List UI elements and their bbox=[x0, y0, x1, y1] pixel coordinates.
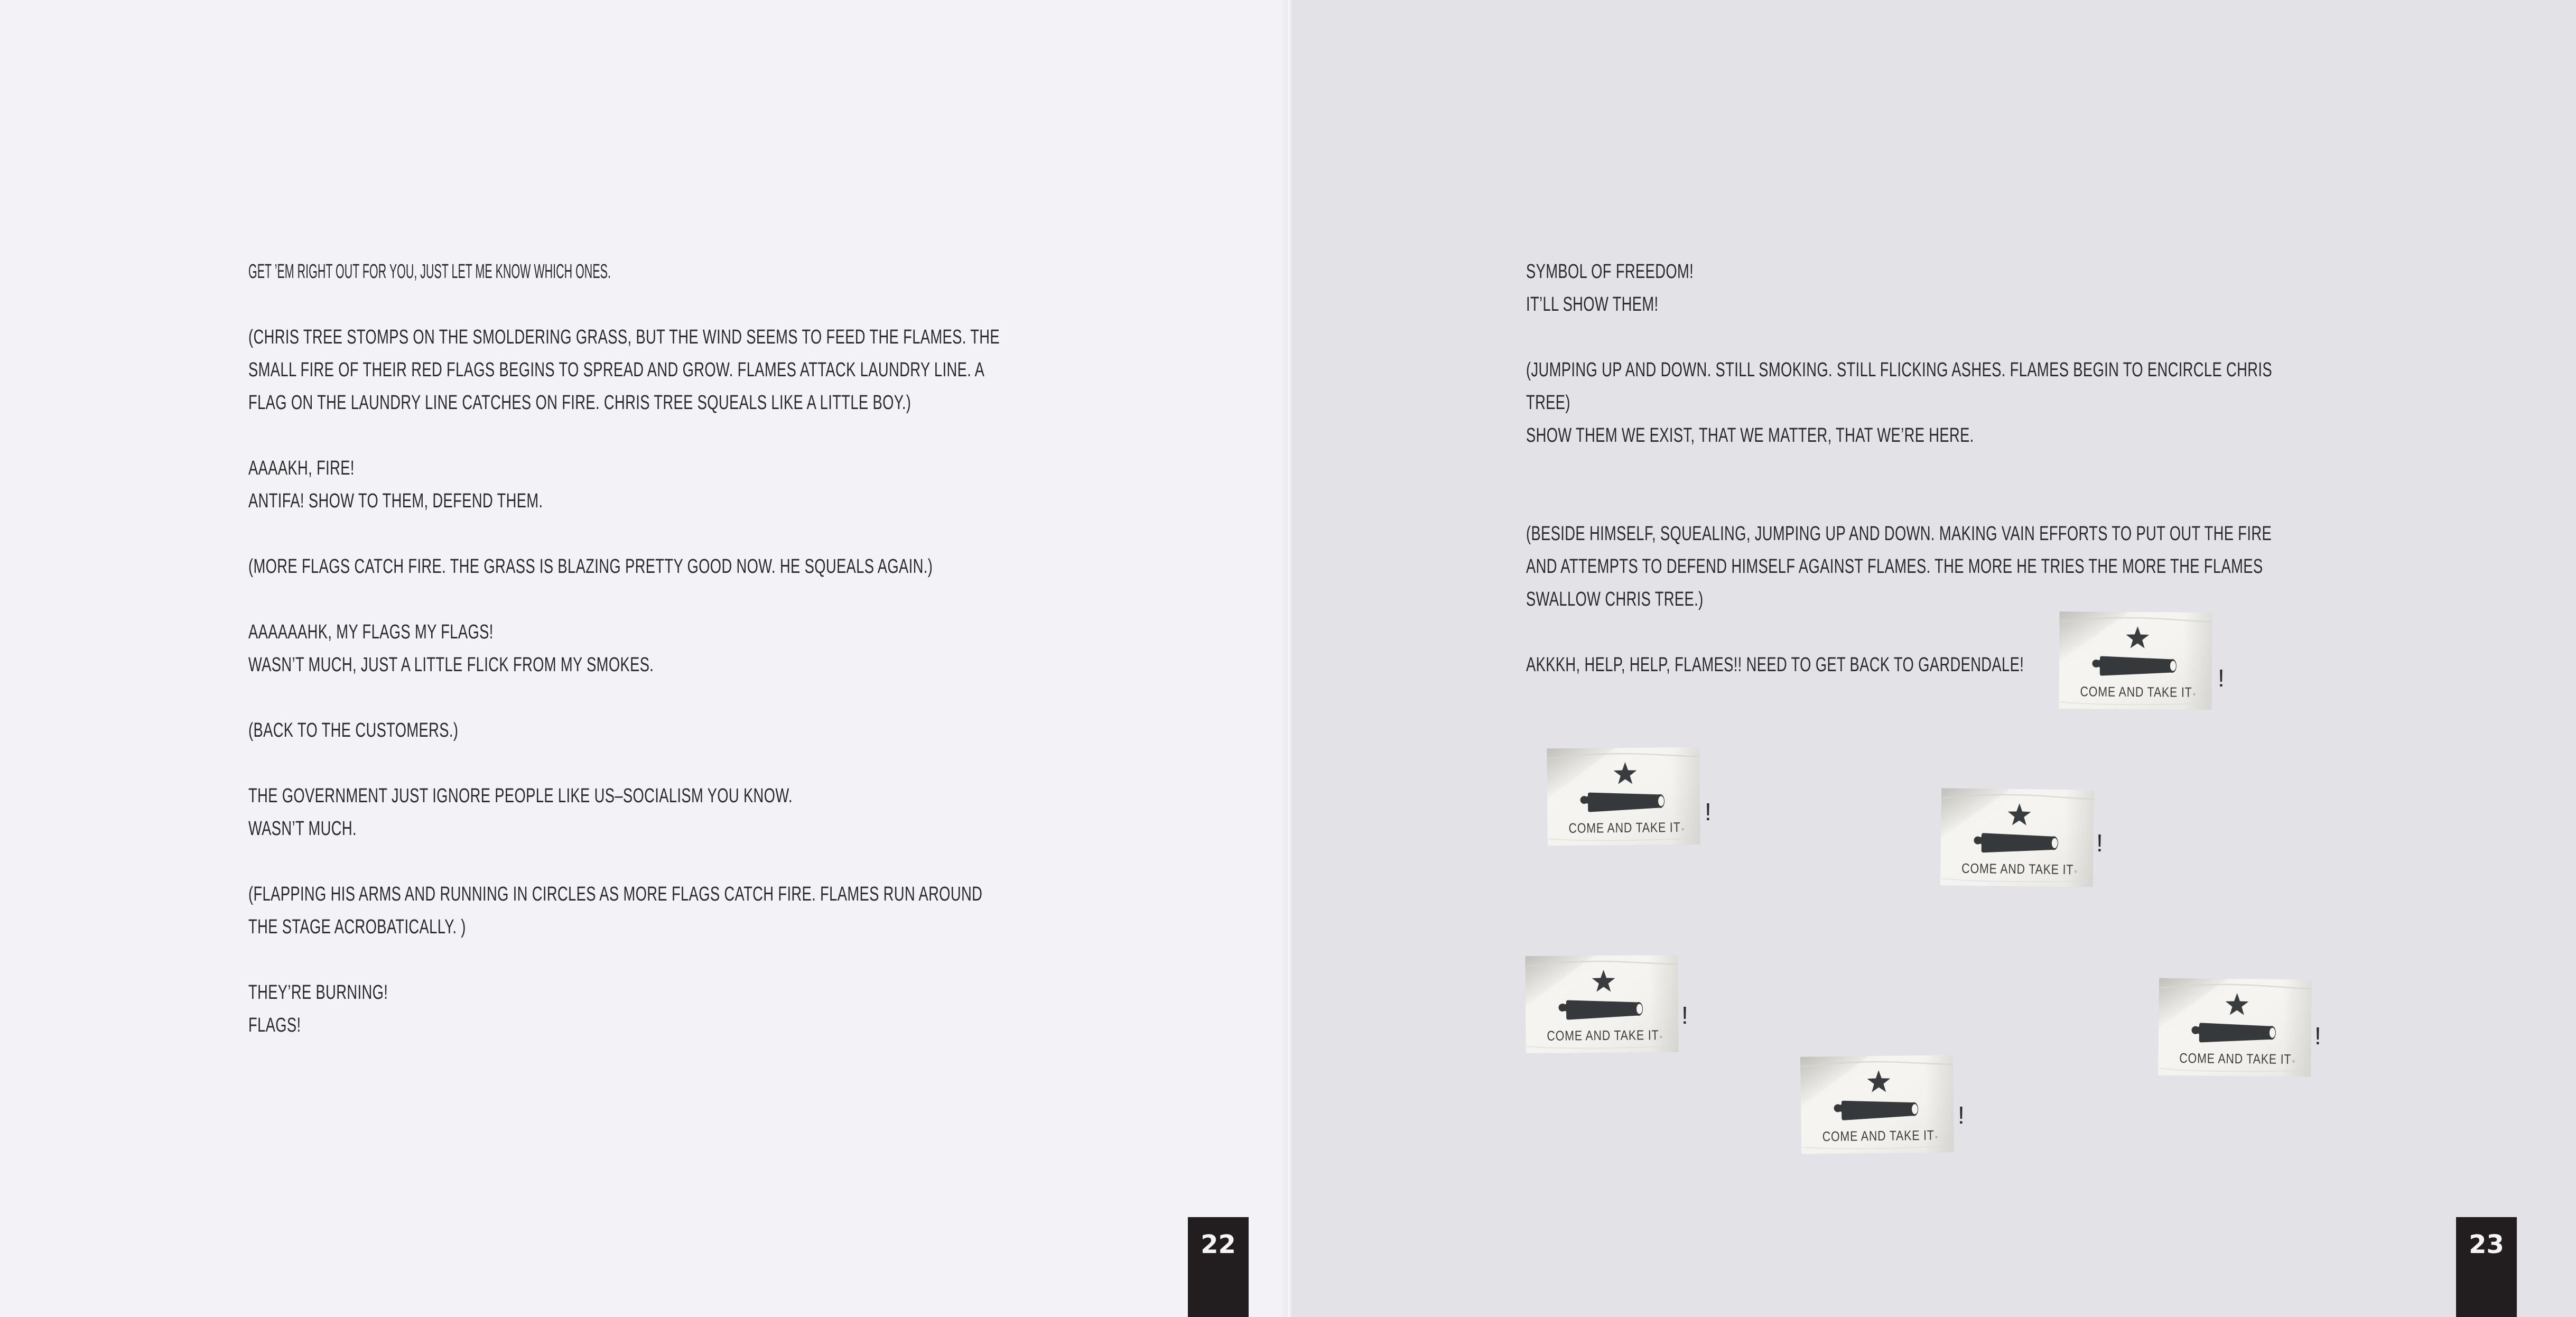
script-line-text: SYMBOL OF FREEDOM! bbox=[1526, 261, 1694, 283]
come-and-take-it-flag bbox=[2059, 611, 2212, 710]
script-line bbox=[248, 616, 1073, 648]
exclamation-mark: ! bbox=[2096, 829, 2103, 857]
script-paragraph bbox=[248, 255, 1073, 288]
come-and-take-it-flag bbox=[1525, 955, 1678, 1053]
come-and-take-it-flag bbox=[2158, 978, 2312, 1077]
script-line-text: AAAAAAHK, MY FLAGS MY FLAGS! bbox=[248, 621, 494, 643]
script-paragraph bbox=[248, 616, 1073, 681]
come-and-take-it-flag bbox=[1940, 788, 2094, 887]
script-paragraph bbox=[248, 321, 1073, 419]
script-line bbox=[248, 452, 1073, 485]
script-line bbox=[248, 1009, 1073, 1042]
script-paragraph bbox=[248, 714, 1073, 747]
script-line-text: (FLAPPING HIS ARMS AND RUNNING IN CIRCLES AS MORE FLAGS CATCH FIRE. FLAMES RUN AROUND bbox=[248, 883, 983, 905]
script-line bbox=[248, 354, 1073, 386]
script-line bbox=[248, 878, 1073, 911]
script-line-text: (JUMPING UP AND DOWN. STILL SMOKING. STILL FLICKING ASHES. FLAMES BEGIN TO ENCIRCLE CHRIS bbox=[1526, 359, 2272, 381]
script-line-text: THEY’RE BURNING! bbox=[248, 981, 388, 1004]
script-line-text: SWALLOW CHRIS TREE.) bbox=[1526, 588, 1704, 610]
script-line-text: SMALL FIRE OF THEIR RED FLAGS BEGINS TO SPREAD AND GROW. FLAMES ATTACK LAUNDRY LINE. A bbox=[248, 359, 985, 381]
script-line-text: AAAAKH, FIRE! bbox=[248, 457, 355, 479]
script-paragraph bbox=[248, 878, 1073, 943]
script-line-text: (MORE FLAGS CATCH FIRE. THE GRASS IS BLAZING PRETTY GOOD NOW. HE SQUEALS AGAIN.) bbox=[248, 555, 933, 578]
page-right bbox=[1288, 0, 2576, 1317]
script-line bbox=[248, 976, 1073, 1009]
script-line bbox=[248, 911, 1073, 943]
script-paragraph bbox=[248, 780, 1073, 845]
page-number: 23 bbox=[2469, 1230, 2504, 1259]
script-line bbox=[248, 321, 1073, 354]
script-line-text: (BESIDE HIMSELF, SQUEALING, JUMPING UP AND DOWN. MAKING VAIN EFFORTS TO PUT OUT THE FIRE bbox=[1526, 523, 2272, 545]
script-line bbox=[248, 485, 1073, 517]
script-line-text: FLAG ON THE LAUNDRY LINE CATCHES ON FIRE. CHRIS TREE SQUEALS LIKE A LITTLE BOY.) bbox=[248, 392, 912, 414]
script-line-text: (CHRIS TREE STOMPS ON THE SMOLDERING GRASS, BUT THE WIND SEEMS TO FEED THE FLAMES. THE bbox=[248, 326, 1000, 348]
exclamation-mark: ! bbox=[1705, 798, 1712, 826]
come-and-take-it-flag-image bbox=[1940, 788, 2094, 887]
page-number-badge bbox=[2456, 1217, 2517, 1317]
script-line bbox=[248, 780, 1073, 812]
script-line bbox=[248, 255, 1073, 288]
script-line-text: SHOW THEM WE EXIST, THAT WE MATTER, THAT WE’RE HERE. bbox=[1526, 424, 1974, 447]
come-and-take-it-flag-image bbox=[2059, 611, 2212, 710]
exclamation-mark: ! bbox=[2314, 1022, 2321, 1050]
script-line-text: WASN’T MUCH. bbox=[248, 818, 357, 840]
come-and-take-it-flag bbox=[1547, 747, 1700, 846]
script-line-text: (BACK TO THE CUSTOMERS.) bbox=[248, 719, 459, 741]
come-and-take-it-flag-image bbox=[2158, 978, 2312, 1077]
flags-layer bbox=[1288, 0, 2576, 1317]
exclamation-mark: ! bbox=[2218, 664, 2225, 692]
come-and-take-it-flag-image bbox=[1547, 747, 1700, 846]
page-number: 22 bbox=[1201, 1230, 1236, 1259]
script-line-text: GET ’EM RIGHT OUT FOR YOU, JUST LET ME KNOW WHICH ONES. bbox=[248, 261, 611, 283]
script-line-text: IT’LL SHOW THEM! bbox=[1526, 293, 1659, 316]
script-line-text: WASN’T MUCH, JUST A LITTLE FLICK FROM MY SMOKES. bbox=[248, 654, 654, 676]
script-line-text: FLAGS! bbox=[248, 1014, 301, 1036]
come-and-take-it-flag bbox=[1800, 1055, 1954, 1154]
script-line-text: ANTIFA! SHOW TO THEM, DEFEND THEM. bbox=[248, 490, 543, 512]
page-number-badge bbox=[1188, 1217, 1249, 1317]
script-line bbox=[248, 714, 1073, 747]
come-and-take-it-flag-image bbox=[1525, 955, 1678, 1053]
script-line-text: AND ATTEMPTS TO DEFEND HIMSELF AGAINST FLAMES. THE MORE HE TRIES THE MORE THE FLAMES bbox=[1526, 555, 2263, 578]
script-line-text: TREE) bbox=[1526, 392, 1570, 414]
script-paragraph bbox=[248, 550, 1073, 583]
script-paragraph bbox=[248, 976, 1073, 1042]
exclamation-mark: ! bbox=[1681, 1001, 1688, 1029]
script-line bbox=[248, 550, 1073, 583]
script-line bbox=[248, 812, 1073, 845]
script-line bbox=[248, 386, 1073, 419]
come-and-take-it-flag-image bbox=[1800, 1055, 1954, 1154]
script-line-text: THE STAGE ACROBATICALLY. ) bbox=[248, 916, 466, 938]
script-line-text: AKKKH, HELP, HELP, FLAMES!! NEED TO GET BACK TO GARDENDALE! bbox=[1526, 654, 2024, 676]
exclamation-mark: ! bbox=[1958, 1101, 1965, 1129]
script-paragraph bbox=[248, 452, 1073, 517]
script-line bbox=[248, 648, 1073, 681]
script-text-left bbox=[248, 255, 1073, 1042]
script-line-text: THE GOVERNMENT JUST IGNORE PEOPLE LIKE US–SOCIALISM YOU KNOW. bbox=[248, 785, 793, 807]
